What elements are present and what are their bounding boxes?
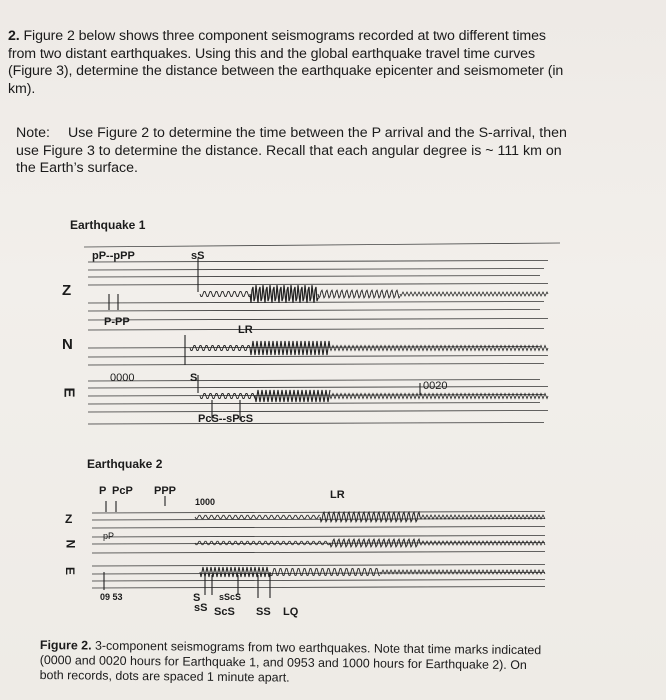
trace-line: [88, 403, 540, 405]
note-line-1: Use Figure 2 to determine the time between the P arrival and the S-arrival, then: [67, 125, 567, 141]
trace-line: [88, 387, 548, 389]
question-number: 2.: [8, 28, 20, 44]
eq1-phase-pcs: PcS--sPcS: [198, 413, 254, 425]
caption-line-2: (0000 and 0020 hours for Earthquake 1, and 0953 and 1000 hours for Earthquake 2). On: [39, 652, 527, 673]
eq2-phase-pcp: PcP: [112, 485, 133, 497]
trace-wiggle: [318, 290, 400, 298]
eq2-phase-scs: ScS: [214, 606, 235, 618]
trace-line: [88, 423, 544, 425]
trace-wiggle: [320, 512, 420, 522]
eq1-phase-lr: LR: [238, 324, 253, 336]
figure-caption: [40, 638, 620, 689]
trace-line: [92, 565, 545, 567]
eq2-component-z: Z: [65, 512, 73, 526]
trace-line: [88, 380, 540, 382]
question-line-4: km).: [8, 80, 36, 97]
eq2-wiggles: [195, 512, 545, 577]
trace-wiggle: [200, 567, 270, 577]
eq1-phase-pp-ppp: pP--pPP: [92, 250, 135, 262]
eq2-phase-pp: pP: [103, 531, 115, 541]
trace-line: [88, 319, 548, 321]
eq2-time-0953: 09 53: [100, 592, 123, 602]
eq2-component-e: E: [63, 566, 78, 576]
trace-wiggle: [400, 292, 548, 296]
trace-line: [88, 302, 544, 304]
phase-arrows: [104, 258, 420, 598]
caption-line-1: 3-component seismograms from two earthquakes. Note that time marks indicated: [91, 638, 542, 658]
trace-line: [92, 527, 545, 529]
trace-line: [88, 329, 544, 331]
eq2-phase-p: P: [99, 485, 107, 497]
eq2-phase-ss-lower: sS: [194, 602, 208, 614]
trace-wiggle: [270, 569, 380, 576]
eq1-component-z: Z: [62, 282, 72, 299]
eq1-component-n: N: [62, 336, 73, 353]
eq1-component-e: E: [60, 387, 78, 398]
eq1-frame-top: [84, 243, 560, 247]
trace-line: [88, 411, 548, 413]
caption-label: Figure 2.: [39, 638, 92, 653]
trace-line: [92, 536, 545, 538]
trace-wiggle: [380, 570, 545, 574]
eq2-phase-lq: LQ: [283, 606, 299, 618]
eq2-phase-ppp: PPP: [154, 485, 177, 497]
question-line-3: (Figure 3), determine the distance between the earthquake epicenter and seismometer (in: [8, 63, 564, 79]
eq1-phase-ss: sS: [191, 250, 205, 262]
trace-wiggle: [250, 285, 318, 303]
eq2-title: Earthquake 2: [87, 457, 163, 471]
trace-line: [88, 356, 548, 358]
eq2-time-1000: 1000: [195, 497, 216, 507]
question-line-2: from two distant earthquakes. Using this and the global earthquake travel time curves: [8, 45, 535, 62]
trace-wiggle: [255, 390, 330, 402]
trace-line: [92, 552, 545, 554]
trace-wiggle: [250, 341, 330, 355]
question-line-1: Figure 2 below shows three component seismograms recorded at two different times: [23, 28, 546, 44]
trace-line: [92, 580, 545, 582]
caption-line-3: both records, dots are spaced 1 minute apart.: [39, 667, 290, 685]
trace-line: [88, 395, 544, 397]
trace-line: [88, 364, 544, 366]
trace-wiggle: [195, 515, 320, 518]
note-line-3: the Earth’s surface.: [16, 160, 138, 176]
trace-line: [88, 261, 548, 263]
trace-line: [92, 587, 545, 589]
eq2-trace-lines: [92, 512, 545, 589]
eq2-phase-ss: SS: [256, 606, 271, 618]
eq2-phase-sscs: sScS: [219, 592, 242, 602]
eq2-phase-lr: LR: [330, 489, 345, 501]
eq1-phase-s: S: [190, 372, 198, 384]
trace-line: [88, 310, 540, 312]
eq1-title: Earthquake 1: [70, 218, 146, 232]
trace-wiggle: [190, 345, 250, 350]
eq1-time-0020: 0020: [423, 380, 448, 392]
eq2-phase-s: S: [193, 592, 201, 604]
trace-line: [92, 512, 545, 514]
trace-line: [88, 276, 540, 278]
eq1-phase-p-pp: P-PP: [104, 316, 130, 328]
trace-line: [88, 269, 544, 271]
note-label: Note:: [16, 125, 50, 141]
note-line-2: use Figure 3 to determine the distance. Recall that each angular degree is ~ 111 km on: [16, 142, 562, 159]
trace-line: [88, 284, 548, 286]
trace-wiggle: [200, 291, 250, 296]
eq2-component-n: N: [63, 539, 78, 549]
eq1-time-0000: 0000: [110, 372, 135, 384]
